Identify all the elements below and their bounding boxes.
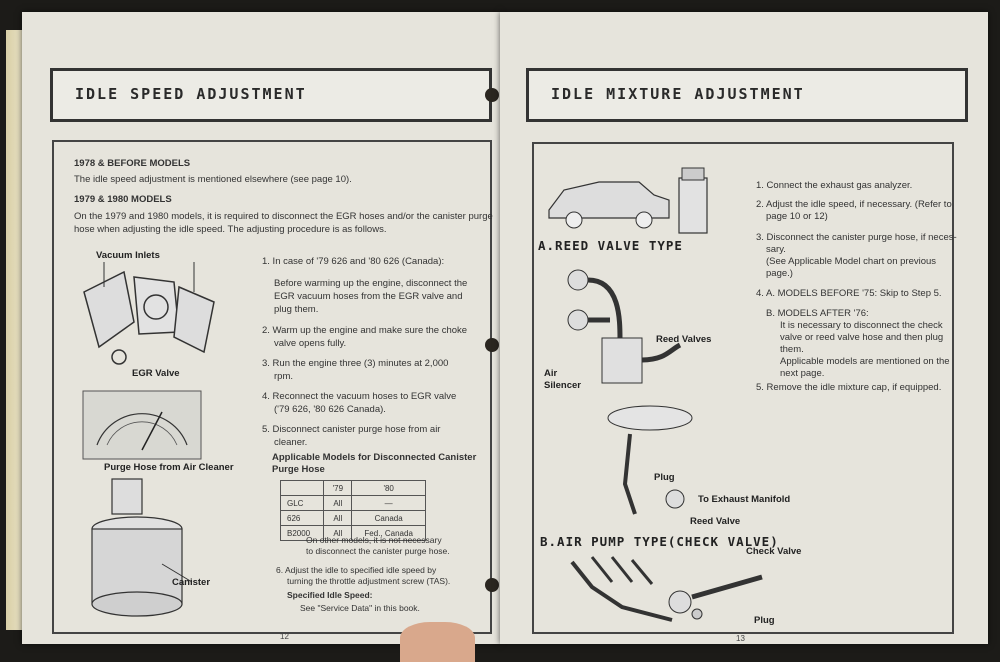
air-pump-type-heading: B.AIR PUMP TYPE(CHECK VALVE) [540, 534, 779, 549]
applicable-models-table [280, 480, 426, 541]
step-line: 3. Disconnect the canister purge hose, if neces- [756, 232, 957, 243]
car-analyzer-illustration [544, 160, 714, 240]
step-line: cleaner. [274, 437, 308, 448]
reed-valve-type-heading: A.REED VALVE TYPE [538, 238, 683, 253]
specified-idle-label: Specified Idle Speed: [287, 590, 373, 600]
step-line: 1. Connect the exhaust gas analyzer. [756, 180, 913, 191]
step-line: ('79 626, '80 626 Canada). [274, 404, 386, 415]
plug2-label: Plug [754, 615, 775, 626]
text-1978: The idle speed adjustment is mentioned elsewhere (see page 10). [74, 174, 352, 185]
egr-valve-label: EGR Valve [132, 368, 180, 379]
air-cleaner-illustration [600, 404, 740, 524]
page-title: IDLE SPEED ADJUSTMENT [75, 85, 307, 103]
thumb [400, 622, 475, 662]
step-line: plug them. [274, 304, 319, 315]
reed-valve-label: Reed Valve [690, 516, 741, 527]
page-number: 12 [280, 632, 289, 641]
step-line: 4. Reconnect the vacuum hoses to EGR valve [262, 391, 457, 402]
step-line: EGR vacuum hoses from the EGR valve and [274, 291, 463, 302]
step6-line-2: turning the throttle adjustment screw (TAS). [287, 576, 451, 586]
silencer-label: Silencer [544, 380, 581, 391]
table-cell: B2000 [281, 526, 324, 541]
table-header: '79 [324, 481, 352, 496]
page-title: IDLE MIXTURE ADJUSTMENT [551, 85, 805, 103]
step-line: Applicable models are mentioned on the [780, 356, 950, 367]
step-line: Before warming up the engine, disconnect the [274, 278, 468, 289]
step6-line-1: 6. Adjust the idle to specified idle speed by [276, 565, 437, 575]
table-heading-1: Applicable Models for Disconnected Canister [272, 452, 477, 463]
binding-hole [485, 88, 499, 102]
table-cell: Canada [352, 511, 426, 526]
canister-illustration [82, 474, 202, 624]
step-line: next page. [780, 368, 825, 379]
vacuum-inlets-label: Vacuum Inlets [96, 250, 160, 261]
table-row [281, 511, 426, 526]
table-cell: — [352, 496, 426, 511]
exhaust-manifold-label: To Exhaust Manifold [698, 494, 791, 505]
right-title-box [526, 68, 968, 122]
table-cell: All [324, 496, 352, 511]
plug-label: Plug [654, 472, 675, 483]
table-header: '80 [352, 481, 426, 496]
step-line: valve or reed valve hose and then plug [780, 332, 944, 343]
step-line: 5. Remove the idle mixture cap, if equipped. [756, 382, 942, 393]
step-line: 2. Adjust the idle speed, if necessary. (Refer to [756, 199, 952, 210]
step-line: page.) [766, 268, 793, 279]
step-line: 2. Warm up the engine and make sure the choke [262, 325, 468, 336]
check-valve-label: Check Valve [746, 546, 802, 557]
table-cell: All [324, 526, 352, 541]
left-title-box [50, 68, 492, 122]
note-line-2: to disconnect the canister purge hose. [306, 546, 450, 556]
table-header-row [281, 481, 426, 496]
heading-1978: 1978 & BEFORE MODELS [74, 158, 191, 169]
binding-hole [485, 578, 499, 592]
air-label: Air [544, 368, 558, 379]
step-line: It is necessary to disconnect the check [780, 320, 943, 331]
canister-label: Canister [172, 577, 211, 588]
step-line: sary. [766, 244, 786, 255]
binding-hole [485, 338, 499, 352]
table-heading-2: Purge Hose [272, 464, 325, 475]
table-header [281, 481, 324, 496]
table-cell: GLC [281, 496, 324, 511]
reed-valves-label: Reed Valves [656, 334, 712, 345]
tachometer-illustration [82, 390, 202, 460]
table-row [281, 496, 426, 511]
intro-line-2: hose when adjusting the idle speed. The adjusting procedure is as follows. [74, 224, 387, 235]
left-page [22, 12, 500, 644]
purge-hose-label: Purge Hose from Air Cleaner [104, 462, 234, 473]
heading-1979: 1979 & 1980 MODELS [74, 194, 172, 205]
step-line: valve opens fully. [274, 338, 347, 349]
step-line: 4. A. MODELS BEFORE '75: Skip to Step 5. [756, 288, 942, 299]
step-line: rpm. [274, 371, 293, 382]
note-line-1: On other models, it is not necessary [306, 535, 442, 545]
table-cell: All [324, 511, 352, 526]
step-line: page 10 or 12) [766, 211, 828, 222]
step-line: (See Applicable Model chart on previous [766, 256, 937, 267]
reed-valve-illustration [560, 260, 690, 400]
step-line: them. [780, 344, 804, 355]
service-data-ref: See "Service Data" in this book. [300, 603, 420, 613]
step-line: 5. Disconnect canister purge hose from air [262, 424, 441, 435]
intro-line-1: On the 1979 and 1980 models, it is required to disconnect the EGR hoses and/or the canister purge [74, 211, 493, 222]
table-cell: Fed., Canada [352, 526, 426, 541]
step-line: 3. Run the engine three (3) minutes at 2,000 [262, 358, 449, 369]
egr-valve-illustration [64, 262, 244, 372]
right-page [500, 12, 988, 644]
page-number: 13 [736, 634, 745, 643]
table-cell: 626 [281, 511, 324, 526]
step-line: B. MODELS AFTER '76: [766, 308, 869, 319]
step-line: 1. In case of '79 626 and '80 626 (Canada): [262, 256, 445, 267]
